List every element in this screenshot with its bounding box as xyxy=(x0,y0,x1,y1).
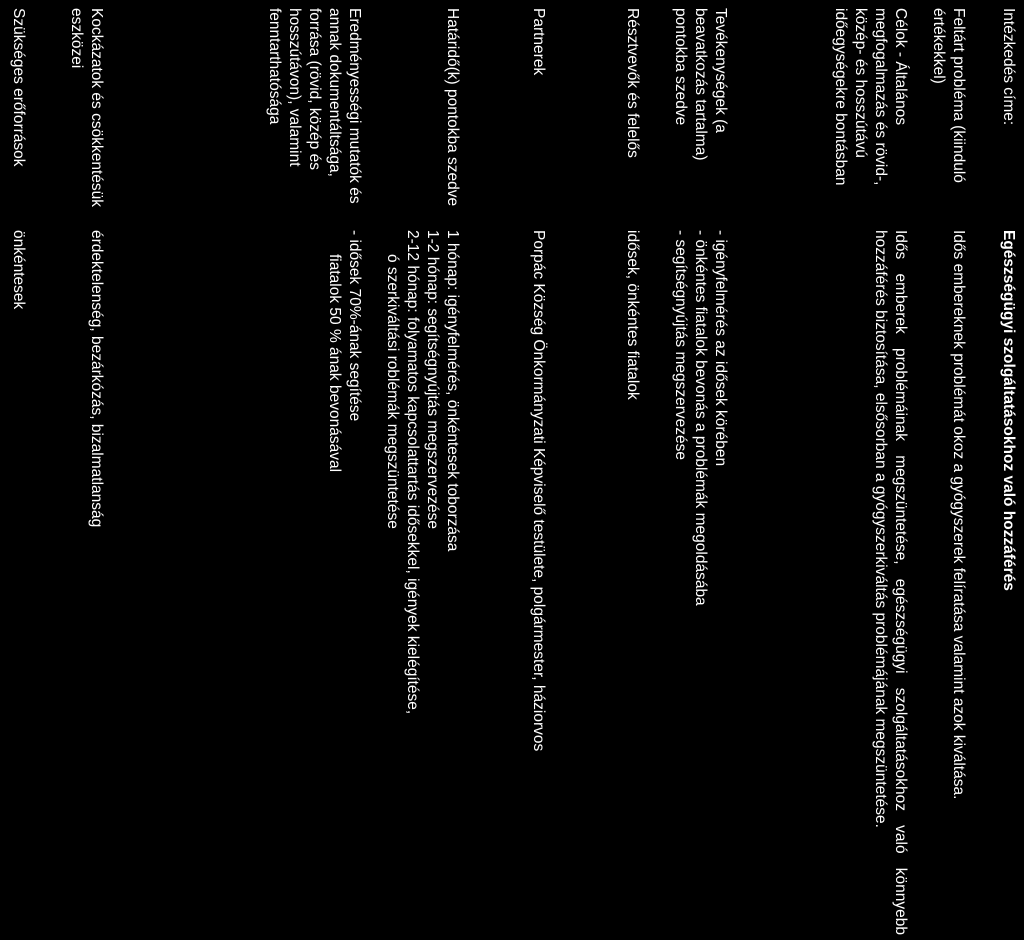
value-resources: önkéntesek xyxy=(10,230,27,310)
indicator-item: fiatalok 50 % ának bevonásával xyxy=(326,254,343,473)
value-deadlines xyxy=(382,230,462,935)
value-risks: érdektelenség, bezárkózás, bizalmatlanság xyxy=(88,230,105,528)
value-problem: Idős embereknek problémát okoz a gyógyszerek felíratása valamint azok kiváltása. xyxy=(950,230,967,800)
deadline-continuation: ó szerkiváltási roblémák megszüntetése xyxy=(384,254,401,529)
label-indicators: Eredményességi mutatók és annak dokumentáltsága, forrása (rövid, közép és hosszútávon), valamint fenntarthatósága xyxy=(266,8,363,204)
value-indicators xyxy=(324,230,364,935)
label-risks: Kockázatok és csökkentésük eszközei xyxy=(68,8,105,208)
value-participants: idősek, önkéntes fiatalok xyxy=(624,230,641,400)
value-activities xyxy=(670,230,730,935)
deadline-item: 2-12 hónap: folyamatos kapcsolattartás idősekkel, igények kielégítése, xyxy=(404,230,421,715)
label-goals: Célok - Általános megfogalmazás és rövid-, közép- és hosszútávú időegységekre bontásban xyxy=(832,8,909,186)
label-deadlines: Határidő(k) pontokba szedve xyxy=(444,8,461,207)
label-resources: Szükséges erőforrások xyxy=(10,8,27,167)
deadline-item: 1 hónap: igényfelmérés, önkéntesek toborzása xyxy=(444,230,461,552)
label-title: Intézkedés címe: xyxy=(1000,8,1017,126)
label-activities: Tevékenységek (a beavatkozás tartalma) pontokba szedve xyxy=(672,8,729,161)
deadline-item: 1-2 hónap: segítségnyújtás megszervezése xyxy=(424,230,441,529)
label-participants: Résztvevők és felelős xyxy=(624,8,641,158)
value-partners: Porpác Község Önkormányzati Képviselő testülete, polgármester, háziorvos xyxy=(530,230,547,752)
activity-item: - önkéntes fiatalok bevonás a problémák megoldásába xyxy=(692,230,709,606)
label-partners: Partnerek xyxy=(530,8,547,76)
value-title: Egészségügyi szolgáltatásokhoz való hozzáférés xyxy=(1000,230,1017,591)
value-goals: Idős emberek problémáinak megszüntetése, egészségügyi szolgáltatásokhoz való könnyebb hozzáférés biztosítása, elsősorban a gyógyszerkiváltás problémájának megszüntetése. xyxy=(872,230,909,935)
activity-item: - segítségnyújtás megszervezése xyxy=(672,230,689,461)
indicator-item: - idősek 70%-ának segítése xyxy=(346,230,363,422)
activity-item: - igényfelmérés az idősek körében xyxy=(712,230,729,467)
label-problem: Feltárt probléma (kiinduló értékekkel) xyxy=(930,8,967,183)
